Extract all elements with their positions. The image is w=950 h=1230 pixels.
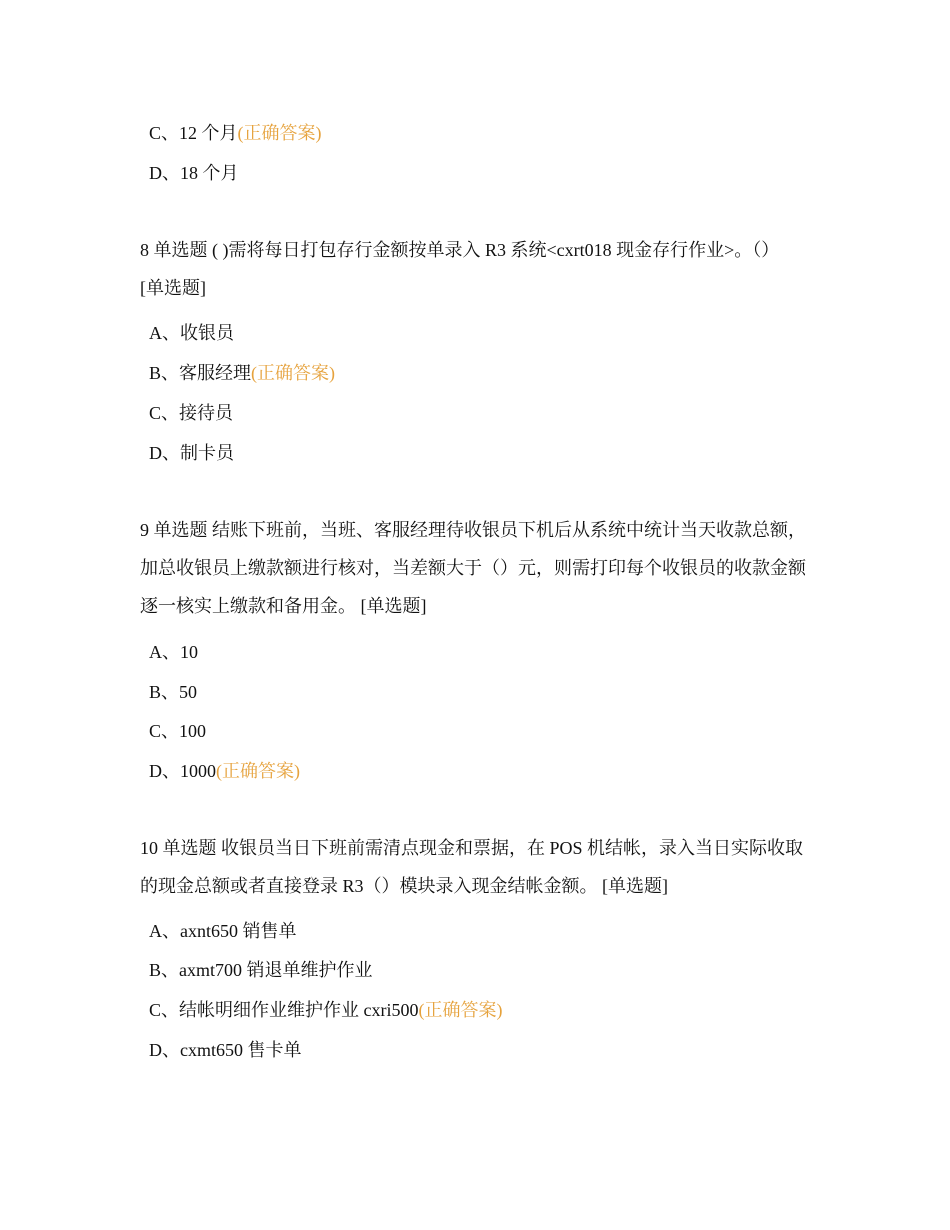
option-text: 18 个月 (180, 163, 239, 183)
question-number: 9 (140, 520, 149, 540)
q8-option-d[interactable] (149, 441, 234, 465)
question-tag: [单选题] (360, 596, 427, 616)
option-text: 接待员 (179, 403, 234, 423)
q8-option-b[interactable] (149, 361, 335, 385)
correct-answer-marker: (正确答案) (216, 761, 300, 781)
option-text: 制卡员 (180, 443, 234, 463)
option-letter: C、 (149, 403, 180, 423)
q10-stem (140, 829, 820, 905)
q10-option-c[interactable] (149, 998, 503, 1022)
option-text: cxmt650 售卡单 (180, 1040, 302, 1060)
q9-option-a[interactable] (149, 640, 198, 664)
option-letter: D、 (149, 1040, 180, 1060)
option-text: axnt650 销售单 (180, 921, 297, 941)
question-tag: [单选题] (602, 876, 669, 896)
option-text: 结帐明细作业维护作业 cxri500 (179, 1000, 419, 1020)
question-text: ( )需将每日打包存行金额按单录入 R3 系统<cxrt018 现金存行作业>。（） (212, 240, 780, 260)
option-text: 客服经理 (179, 363, 252, 383)
option-text: 10 (180, 642, 198, 662)
q8-option-a[interactable] (149, 321, 234, 345)
q9-option-d[interactable] (149, 759, 300, 783)
question-tag: [单选题] (140, 278, 206, 298)
question-type: 单选题 (162, 838, 217, 858)
option-letter: A、 (149, 642, 180, 662)
q10-option-b[interactable] (149, 958, 373, 982)
option-letter: C、 (149, 721, 180, 741)
option-letter: A、 (149, 323, 180, 343)
option-letter: A、 (149, 921, 180, 941)
option-text: axmt700 销退单维护作业 (179, 960, 373, 980)
question-text: 收银员当日下班前需清点现金和票据，在 POS 机结帐，录入当日实际收取的现金总额或者直接登录 R3（）模块录入现金结帐金额。 (140, 838, 804, 896)
option-text: 100 (179, 721, 207, 741)
question-number: 8 (140, 240, 149, 260)
question-number: 10 (140, 838, 158, 858)
option-letter: D、 (149, 761, 180, 781)
q9-stem (140, 511, 820, 625)
option-text: 1000 (180, 761, 216, 781)
option-letter: D、 (149, 443, 180, 463)
option-letter: C、 (149, 123, 180, 143)
q10-option-a[interactable] (149, 919, 297, 943)
question-type: 单选题 (153, 520, 208, 540)
q9-option-c[interactable] (149, 719, 206, 743)
q8-option-c[interactable] (149, 401, 233, 425)
option-letter: B、 (149, 960, 180, 980)
question-text: 结账下班前，当班、客服经理待收银员下机后从系统中统计当天收款总额，加总收银员上缴款额进行核对，当差额大于（）元，则需打印每个收银员的收款金额逐一核实上缴款和备用金。 (140, 520, 806, 616)
correct-answer-marker: (正确答案) (237, 123, 322, 143)
question-type: 单选题 (153, 240, 208, 260)
q7-option-d[interactable] (149, 161, 239, 185)
q10-option-d[interactable] (149, 1038, 302, 1062)
q9-option-b[interactable] (149, 680, 197, 704)
q7-option-c[interactable] (149, 121, 322, 145)
option-letter: D、 (149, 163, 180, 183)
option-letter: B、 (149, 682, 180, 702)
correct-answer-marker: (正确答案) (251, 363, 336, 383)
option-text: 12 个月 (179, 123, 238, 143)
q8-stem (140, 231, 820, 307)
option-letter: B、 (149, 363, 180, 383)
correct-answer-marker: (正确答案) (418, 1000, 503, 1020)
option-text: 收银员 (180, 323, 234, 343)
option-letter: C、 (149, 1000, 180, 1020)
option-text: 50 (179, 682, 198, 702)
